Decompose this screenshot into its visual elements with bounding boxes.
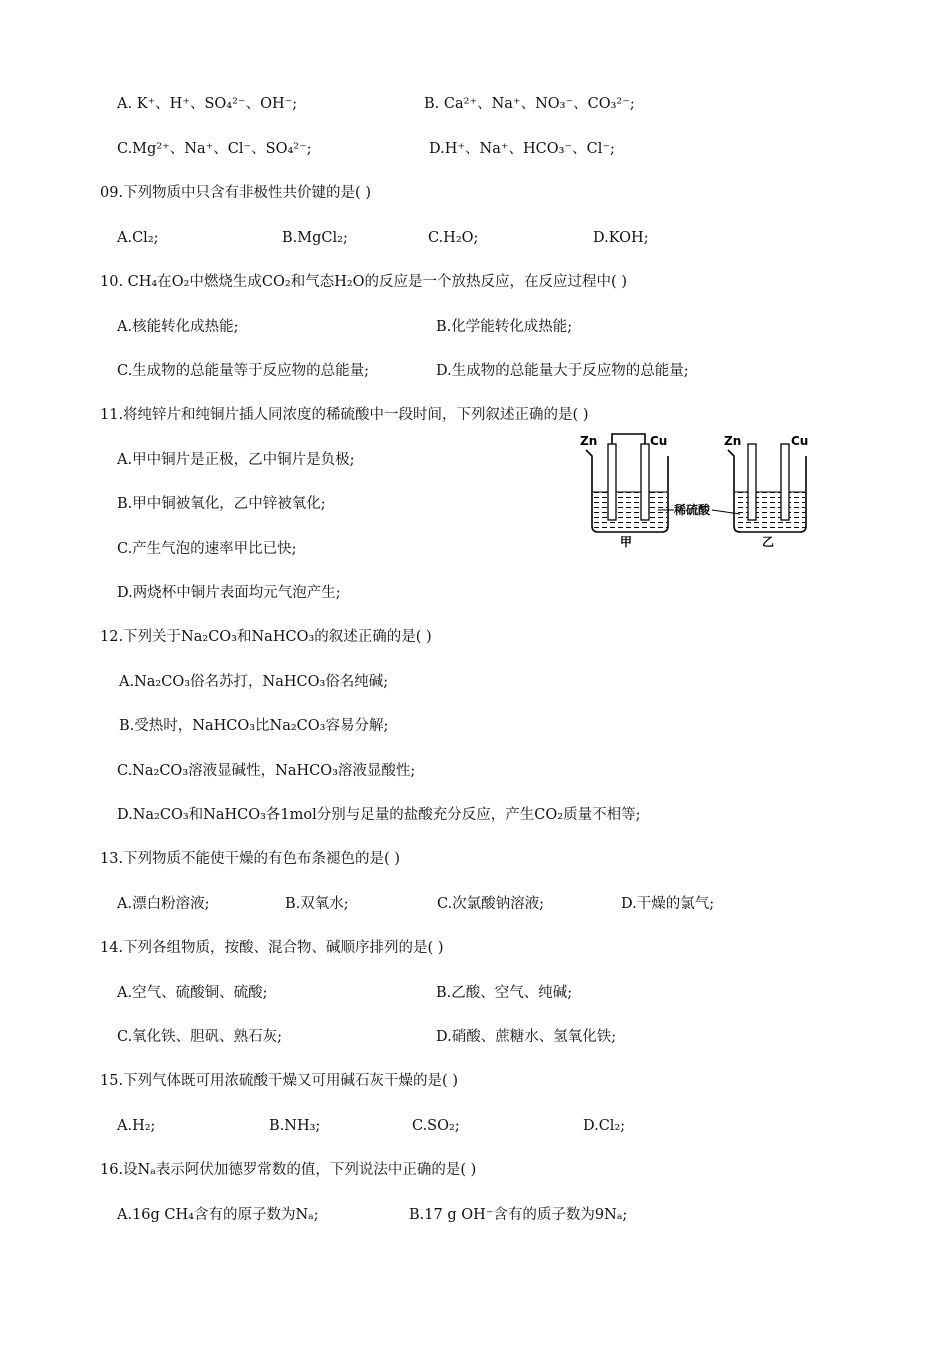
q14-option-c: C.氧化铁、胆矾、熟石灰; bbox=[117, 1029, 283, 1045]
q09-option-d: D.KOH; bbox=[593, 230, 649, 246]
question-12-stem: 12.下列关于Na₂CO₃和NaHCO₃的叙述正确的是( ) bbox=[100, 629, 432, 645]
q10-option-d: D.生成物的总能量大于反应物的总能量; bbox=[436, 363, 689, 379]
option-d: D.H⁺、Na⁺、HCO₃⁻、Cl⁻; bbox=[429, 141, 615, 157]
galvanic-cell-figure bbox=[578, 430, 818, 550]
zn-label-left: Zn bbox=[580, 434, 598, 448]
q16-option-a: A.16g CH₄含有的原子数为Nₐ; bbox=[117, 1207, 319, 1223]
question-14-stem: 14.下列各组物质，按酸、混合物、碱顺序排列的是( ) bbox=[100, 940, 444, 956]
q12-option-b: B.受热时，NaHCO₃比Na₂CO₃容易分解; bbox=[119, 718, 389, 734]
beaker-right-label: 乙 bbox=[762, 535, 775, 549]
beaker-right bbox=[728, 444, 806, 532]
q15-option-c: C.SO₂; bbox=[412, 1118, 460, 1134]
q13-option-b: B.双氧水; bbox=[285, 896, 349, 912]
option-c: C.Mg²⁺、Na⁺、Cl⁻、SO₄²⁻; bbox=[117, 141, 312, 157]
q16-option-b: B.17 g OH⁻含有的质子数为9Nₐ; bbox=[409, 1207, 628, 1223]
q13-option-c: C.次氯酸钠溶液; bbox=[437, 896, 545, 912]
question-13-stem: 13.下列物质不能使干燥的有色布条褪色的是( ) bbox=[100, 851, 400, 867]
option-b: B. Ca²⁺、Na⁺、NO₃⁻、CO₃²⁻; bbox=[424, 96, 635, 112]
zn-label-right: Zn bbox=[724, 434, 742, 448]
question-09-stem: 09.下列物质中只含有非极性共价键的是( ) bbox=[100, 185, 371, 201]
q11-option-c: C.产生气泡的速率甲比已快; bbox=[117, 541, 297, 557]
q12-option-a: A.Na₂CO₃俗名苏打，NaHCO₃俗名纯碱; bbox=[119, 674, 389, 690]
question-10-stem: 10. CH₄在O₂中燃烧生成CO₂和气态H₂O的反应是一个放热反应，在反应过程中( ) bbox=[100, 274, 627, 290]
beaker-left-label: 甲 bbox=[620, 535, 633, 549]
q13-option-a: A.漂白粉溶液; bbox=[117, 896, 210, 912]
q09-option-c: C.H₂O; bbox=[428, 230, 479, 246]
q10-option-a: A.核能转化成热能; bbox=[117, 319, 239, 335]
q09-option-b: B.MgCl₂; bbox=[282, 230, 348, 246]
q12-option-c: C.Na₂CO₃溶液显碱性，NaHCO₃溶液显酸性; bbox=[117, 763, 416, 779]
option-a: A. K⁺、H⁺、SO₄²⁻、OH⁻; bbox=[117, 96, 298, 112]
q11-option-d: D.两烧杯中铜片表面均元气泡产生; bbox=[117, 585, 341, 601]
q15-option-a: A.H₂; bbox=[117, 1118, 156, 1134]
q09-option-a: A.Cl₂; bbox=[117, 230, 159, 246]
q12-option-d: D.Na₂CO₃和NaHCO₃各1mol分别与足量的盐酸充分反应，产生CO₂质量不相等; bbox=[117, 807, 641, 823]
question-16-stem: 16.设Nₐ表示阿伏加德罗常数的值，下列说法中正确的是( ) bbox=[100, 1162, 477, 1178]
q11-option-a: A.甲中铜片是正极，乙中铜片是负极; bbox=[117, 452, 355, 468]
q14-option-a: A.空气、硫酸铜、硫酸; bbox=[117, 985, 268, 1001]
question-11-stem: 11.将纯锌片和纯铜片插人同浓度的稀硫酸中一段时间，下列叙述正确的是( ) bbox=[100, 407, 589, 423]
beaker-left bbox=[586, 434, 668, 532]
q10-option-b: B.化学能转化成热能; bbox=[436, 319, 573, 335]
acid-label: 稀硫酸 bbox=[674, 503, 711, 517]
q11-option-b: B.甲中铜被氧化，乙中锌被氧化; bbox=[117, 496, 326, 512]
cu-label-right: Cu bbox=[791, 434, 809, 448]
q13-option-d: D.干燥的氯气; bbox=[621, 896, 715, 912]
q15-option-d: D.Cl₂; bbox=[583, 1118, 626, 1134]
q10-option-c: C.生成物的总能量等于反应物的总能量; bbox=[117, 363, 370, 379]
q14-option-d: D.硝酸、蔗糖水、氢氧化铁; bbox=[436, 1029, 617, 1045]
q15-option-b: B.NH₃; bbox=[269, 1118, 321, 1134]
cu-label-left: Cu bbox=[650, 434, 668, 448]
question-15-stem: 15.下列气体既可用浓硫酸干燥又可用碱石灰干燥的是( ) bbox=[100, 1073, 458, 1089]
q14-option-b: B.乙酸、空气、纯碱; bbox=[436, 985, 573, 1001]
